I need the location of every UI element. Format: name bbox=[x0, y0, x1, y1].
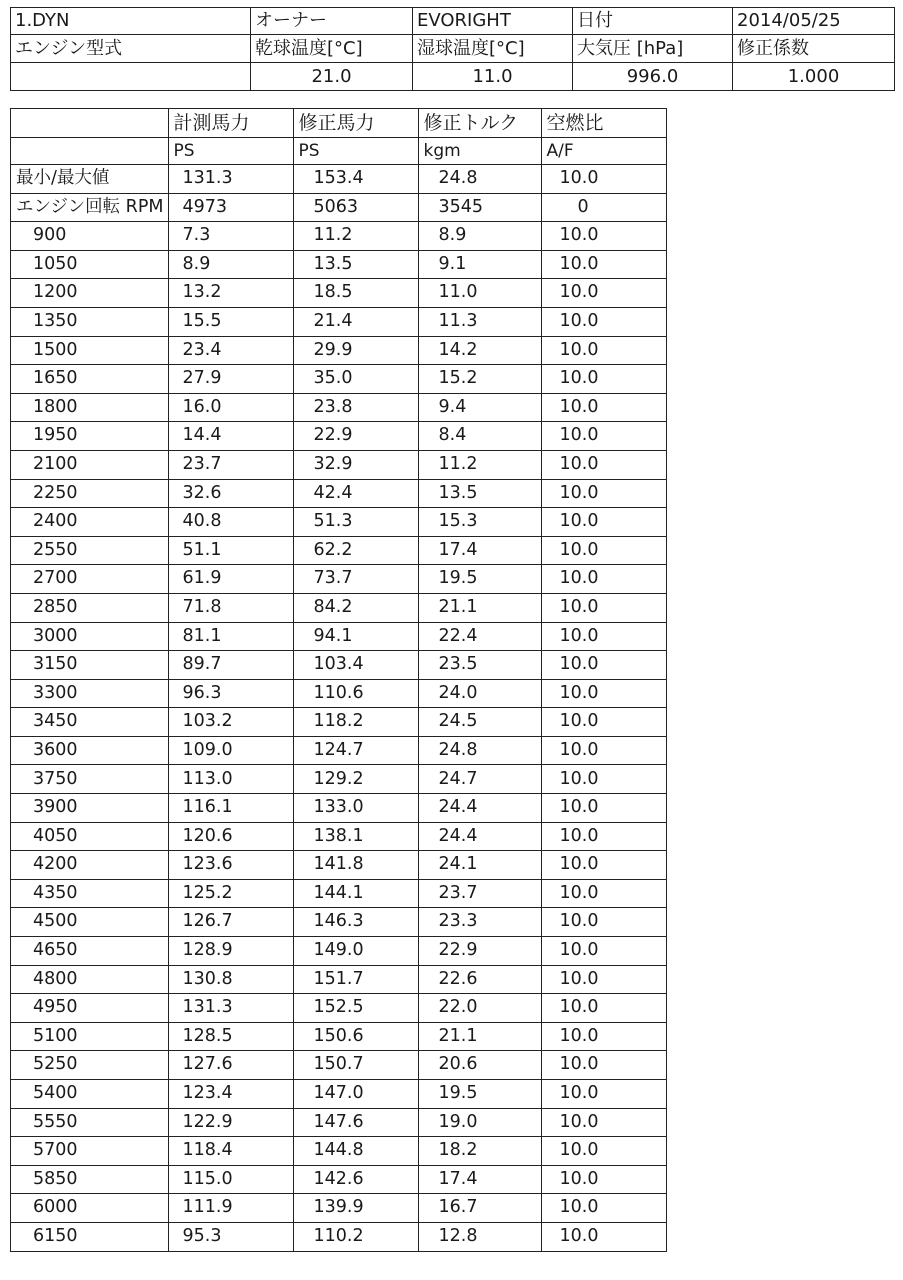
unit-air-fuel-ratio: A/F bbox=[541, 138, 666, 165]
air-fuel-ratio-cell: 10.0 bbox=[541, 679, 666, 708]
rpm-cell: 5400 bbox=[11, 1080, 169, 1109]
engine-type-value bbox=[11, 63, 251, 91]
corrected-torque-cell: 16.7 bbox=[418, 1194, 541, 1223]
unit-corrected-torque: kgm bbox=[418, 138, 541, 165]
measured-power-cell: 16.0 bbox=[168, 393, 293, 422]
column-header-rpm bbox=[11, 109, 169, 138]
corrected-torque-cell: 11.0 bbox=[418, 279, 541, 308]
pressure-label: 大気圧 [hPa] bbox=[573, 35, 733, 63]
corrected-torque-cell: 21.1 bbox=[418, 1022, 541, 1051]
owner-value: EVORIGHT bbox=[413, 8, 573, 35]
corrected-torque-cell: 8.9 bbox=[418, 222, 541, 251]
rpm-cell: 900 bbox=[11, 222, 169, 251]
table-row bbox=[11, 1080, 667, 1109]
air-fuel-ratio-cell: 10.0 bbox=[541, 1222, 666, 1251]
table-row bbox=[11, 851, 667, 880]
measured-power-cell: 115.0 bbox=[168, 1165, 293, 1194]
corrected-power-cell: 21.4 bbox=[293, 307, 418, 336]
air-fuel-ratio-cell: 10.0 bbox=[541, 479, 666, 508]
corrected-torque-cell: 12.8 bbox=[418, 1222, 541, 1251]
corrected-power-cell: 150.6 bbox=[293, 1022, 418, 1051]
rpm-cell: 5850 bbox=[11, 1165, 169, 1194]
correction-factor-value: 1.000 bbox=[733, 63, 895, 91]
table-row bbox=[11, 1194, 667, 1223]
table-row bbox=[11, 651, 667, 680]
table-row bbox=[11, 708, 667, 737]
column-header-row bbox=[11, 109, 667, 138]
rpm-cell: 4200 bbox=[11, 851, 169, 880]
rpm-cell: 3900 bbox=[11, 794, 169, 823]
table-row bbox=[11, 622, 667, 651]
summary-value: 4973 bbox=[168, 193, 293, 222]
air-fuel-ratio-cell: 10.0 bbox=[541, 1022, 666, 1051]
corrected-torque-cell: 13.5 bbox=[418, 479, 541, 508]
corrected-power-cell: 147.6 bbox=[293, 1108, 418, 1137]
table-row bbox=[11, 422, 667, 451]
corrected-torque-cell: 19.5 bbox=[418, 1080, 541, 1109]
rpm-cell: 2100 bbox=[11, 450, 169, 479]
measured-power-cell: 51.1 bbox=[168, 536, 293, 565]
air-fuel-ratio-cell: 10.0 bbox=[541, 908, 666, 937]
rpm-cell: 3600 bbox=[11, 736, 169, 765]
summary-value: 10.0 bbox=[541, 165, 666, 194]
rpm-cell: 2250 bbox=[11, 479, 169, 508]
corrected-power-cell: 146.3 bbox=[293, 908, 418, 937]
summary-value: 24.8 bbox=[418, 165, 541, 194]
measured-power-cell: 23.7 bbox=[168, 450, 293, 479]
rpm-cell: 2400 bbox=[11, 508, 169, 537]
measured-power-cell: 118.4 bbox=[168, 1137, 293, 1166]
air-fuel-ratio-cell: 10.0 bbox=[541, 736, 666, 765]
corrected-torque-cell: 24.0 bbox=[418, 679, 541, 708]
summary-label: エンジン回転 RPM bbox=[11, 193, 169, 222]
rpm-cell: 6150 bbox=[11, 1222, 169, 1251]
measured-power-cell: 128.9 bbox=[168, 937, 293, 966]
dry-bulb-temp-label: 乾球温度[°C] bbox=[251, 35, 413, 63]
column-header-corrected-power: 修正馬力 bbox=[293, 109, 418, 138]
corrected-torque-cell: 22.9 bbox=[418, 937, 541, 966]
corrected-power-cell: 110.6 bbox=[293, 679, 418, 708]
corrected-power-cell: 149.0 bbox=[293, 937, 418, 966]
header-row-2 bbox=[11, 35, 895, 63]
air-fuel-ratio-cell: 10.0 bbox=[541, 307, 666, 336]
corrected-torque-cell: 23.5 bbox=[418, 651, 541, 680]
correction-factor-label: 修正係数 bbox=[733, 35, 895, 63]
measured-power-cell: 116.1 bbox=[168, 794, 293, 823]
corrected-torque-cell: 22.6 bbox=[418, 965, 541, 994]
table-row bbox=[11, 279, 667, 308]
measured-power-cell: 89.7 bbox=[168, 651, 293, 680]
rpm-cell: 2850 bbox=[11, 593, 169, 622]
measured-power-cell: 113.0 bbox=[168, 765, 293, 794]
measured-power-cell: 103.2 bbox=[168, 708, 293, 737]
corrected-torque-cell: 11.2 bbox=[418, 450, 541, 479]
rpm-cell: 5700 bbox=[11, 1137, 169, 1166]
summary-label: 最小/最大値 bbox=[11, 165, 169, 194]
air-fuel-ratio-cell: 10.0 bbox=[541, 851, 666, 880]
corrected-torque-cell: 20.6 bbox=[418, 1051, 541, 1080]
corrected-power-cell: 150.7 bbox=[293, 1051, 418, 1080]
air-fuel-ratio-cell: 10.0 bbox=[541, 365, 666, 394]
table-row bbox=[11, 994, 667, 1023]
date-label: 日付 bbox=[573, 8, 733, 35]
measured-power-cell: 131.3 bbox=[168, 994, 293, 1023]
measured-power-cell: 126.7 bbox=[168, 908, 293, 937]
owner-label: オーナー bbox=[251, 8, 413, 35]
corrected-power-cell: 51.3 bbox=[293, 508, 418, 537]
wet-bulb-temp-value: 11.0 bbox=[413, 63, 573, 91]
column-header-air-fuel-ratio: 空燃比 bbox=[541, 109, 666, 138]
record-id: 1.DYN bbox=[11, 8, 251, 35]
corrected-torque-cell: 24.5 bbox=[418, 708, 541, 737]
corrected-power-cell: 94.1 bbox=[293, 622, 418, 651]
measured-power-cell: 14.4 bbox=[168, 422, 293, 451]
air-fuel-ratio-cell: 10.0 bbox=[541, 879, 666, 908]
corrected-power-cell: 124.7 bbox=[293, 736, 418, 765]
rpm-cell: 4350 bbox=[11, 879, 169, 908]
measured-power-cell: 13.2 bbox=[168, 279, 293, 308]
corrected-power-cell: 147.0 bbox=[293, 1080, 418, 1109]
air-fuel-ratio-cell: 10.0 bbox=[541, 1165, 666, 1194]
table-row bbox=[11, 336, 667, 365]
table-row bbox=[11, 250, 667, 279]
air-fuel-ratio-cell: 10.0 bbox=[541, 1194, 666, 1223]
rpm-cell: 3750 bbox=[11, 765, 169, 794]
air-fuel-ratio-cell: 10.0 bbox=[541, 708, 666, 737]
corrected-power-cell: 142.6 bbox=[293, 1165, 418, 1194]
rpm-cell: 4650 bbox=[11, 937, 169, 966]
unit-measured-power: PS bbox=[168, 138, 293, 165]
corrected-torque-cell: 11.3 bbox=[418, 307, 541, 336]
corrected-power-cell: 13.5 bbox=[293, 250, 418, 279]
measured-power-cell: 95.3 bbox=[168, 1222, 293, 1251]
measured-power-cell: 32.6 bbox=[168, 479, 293, 508]
corrected-power-cell: 151.7 bbox=[293, 965, 418, 994]
table-row bbox=[11, 508, 667, 537]
rpm-cell: 5100 bbox=[11, 1022, 169, 1051]
engine-type-label: エンジン型式 bbox=[11, 35, 251, 63]
corrected-torque-cell: 19.5 bbox=[418, 565, 541, 594]
rpm-cell: 1650 bbox=[11, 365, 169, 394]
air-fuel-ratio-cell: 10.0 bbox=[541, 593, 666, 622]
corrected-torque-cell: 24.4 bbox=[418, 822, 541, 851]
corrected-power-cell: 29.9 bbox=[293, 336, 418, 365]
rpm-cell: 1950 bbox=[11, 422, 169, 451]
corrected-torque-cell: 15.2 bbox=[418, 365, 541, 394]
air-fuel-ratio-cell: 10.0 bbox=[541, 794, 666, 823]
table-row bbox=[11, 307, 667, 336]
corrected-power-cell: 103.4 bbox=[293, 651, 418, 680]
summary-value: 3545 bbox=[418, 193, 541, 222]
measured-power-cell: 40.8 bbox=[168, 508, 293, 537]
table-row bbox=[11, 908, 667, 937]
rpm-cell: 2550 bbox=[11, 536, 169, 565]
corrected-torque-cell: 15.3 bbox=[418, 508, 541, 537]
table-row bbox=[11, 822, 667, 851]
rpm-cell: 1800 bbox=[11, 393, 169, 422]
measured-power-cell: 15.5 bbox=[168, 307, 293, 336]
corrected-torque-cell: 8.4 bbox=[418, 422, 541, 451]
measured-power-cell: 111.9 bbox=[168, 1194, 293, 1223]
measured-power-cell: 96.3 bbox=[168, 679, 293, 708]
summary-value: 0 bbox=[541, 193, 666, 222]
measured-power-cell: 27.9 bbox=[168, 365, 293, 394]
rpm-cell: 4050 bbox=[11, 822, 169, 851]
table-row bbox=[11, 450, 667, 479]
corrected-power-cell: 129.2 bbox=[293, 765, 418, 794]
wet-bulb-temp-label: 湿球温度[°C] bbox=[413, 35, 573, 63]
table-row bbox=[11, 679, 667, 708]
corrected-power-cell: 144.8 bbox=[293, 1137, 418, 1166]
measured-power-cell: 23.4 bbox=[168, 336, 293, 365]
measured-power-cell: 120.6 bbox=[168, 822, 293, 851]
air-fuel-ratio-cell: 10.0 bbox=[541, 1137, 666, 1166]
corrected-torque-cell: 22.0 bbox=[418, 994, 541, 1023]
table-row bbox=[11, 765, 667, 794]
corrected-power-cell: 23.8 bbox=[293, 393, 418, 422]
table-row bbox=[11, 393, 667, 422]
rpm-cell: 5550 bbox=[11, 1108, 169, 1137]
rpm-cell: 3300 bbox=[11, 679, 169, 708]
table-row bbox=[11, 479, 667, 508]
air-fuel-ratio-cell: 10.0 bbox=[541, 222, 666, 251]
rpm-cell: 2700 bbox=[11, 565, 169, 594]
table-row bbox=[11, 536, 667, 565]
column-header-corrected-torque: 修正トルク bbox=[418, 109, 541, 138]
air-fuel-ratio-cell: 10.0 bbox=[541, 536, 666, 565]
summary-value: 153.4 bbox=[293, 165, 418, 194]
table-row bbox=[11, 794, 667, 823]
corrected-torque-cell: 24.8 bbox=[418, 736, 541, 765]
air-fuel-ratio-cell: 10.0 bbox=[541, 250, 666, 279]
corrected-torque-cell: 24.1 bbox=[418, 851, 541, 880]
corrected-power-cell: 141.8 bbox=[293, 851, 418, 880]
summary-value: 131.3 bbox=[168, 165, 293, 194]
dyno-results-table bbox=[10, 108, 667, 1252]
rpm-cell: 3150 bbox=[11, 651, 169, 680]
corrected-power-cell: 144.1 bbox=[293, 879, 418, 908]
table-row bbox=[11, 365, 667, 394]
air-fuel-ratio-cell: 10.0 bbox=[541, 994, 666, 1023]
table-row bbox=[11, 937, 667, 966]
table-row bbox=[11, 1108, 667, 1137]
rpm-cell: 1500 bbox=[11, 336, 169, 365]
corrected-torque-cell: 9.1 bbox=[418, 250, 541, 279]
air-fuel-ratio-cell: 10.0 bbox=[541, 622, 666, 651]
air-fuel-ratio-cell: 10.0 bbox=[541, 279, 666, 308]
measured-power-cell: 128.5 bbox=[168, 1022, 293, 1051]
rpm-cell: 1200 bbox=[11, 279, 169, 308]
corrected-torque-cell: 21.1 bbox=[418, 593, 541, 622]
table-row bbox=[11, 1137, 667, 1166]
air-fuel-ratio-cell: 10.0 bbox=[541, 651, 666, 680]
table-row bbox=[11, 593, 667, 622]
measured-power-cell: 122.9 bbox=[168, 1108, 293, 1137]
corrected-torque-cell: 22.4 bbox=[418, 622, 541, 651]
corrected-power-cell: 32.9 bbox=[293, 450, 418, 479]
corrected-torque-cell: 14.2 bbox=[418, 336, 541, 365]
corrected-power-cell: 110.2 bbox=[293, 1222, 418, 1251]
corrected-torque-cell: 24.7 bbox=[418, 765, 541, 794]
date-value: 2014/05/25 bbox=[733, 8, 895, 35]
air-fuel-ratio-cell: 10.0 bbox=[541, 965, 666, 994]
corrected-power-cell: 73.7 bbox=[293, 565, 418, 594]
rpm-cell: 4500 bbox=[11, 908, 169, 937]
table-row bbox=[11, 879, 667, 908]
air-fuel-ratio-cell: 10.0 bbox=[541, 822, 666, 851]
info-header-table bbox=[10, 7, 895, 91]
rpm-cell: 1350 bbox=[11, 307, 169, 336]
summary-row-max bbox=[11, 165, 667, 194]
corrected-torque-cell: 17.4 bbox=[418, 1165, 541, 1194]
corrected-torque-cell: 9.4 bbox=[418, 393, 541, 422]
rpm-cell: 4950 bbox=[11, 994, 169, 1023]
corrected-torque-cell: 23.3 bbox=[418, 908, 541, 937]
air-fuel-ratio-cell: 10.0 bbox=[541, 508, 666, 537]
corrected-power-cell: 62.2 bbox=[293, 536, 418, 565]
air-fuel-ratio-cell: 10.0 bbox=[541, 937, 666, 966]
dry-bulb-temp-value: 21.0 bbox=[251, 63, 413, 91]
table-row bbox=[11, 1051, 667, 1080]
corrected-power-cell: 18.5 bbox=[293, 279, 418, 308]
corrected-power-cell: 139.9 bbox=[293, 1194, 418, 1223]
unit-rpm bbox=[11, 138, 169, 165]
air-fuel-ratio-cell: 10.0 bbox=[541, 1108, 666, 1137]
corrected-torque-cell: 19.0 bbox=[418, 1108, 541, 1137]
measured-power-cell: 61.9 bbox=[168, 565, 293, 594]
rpm-cell: 1050 bbox=[11, 250, 169, 279]
corrected-torque-cell: 23.7 bbox=[418, 879, 541, 908]
corrected-power-cell: 152.5 bbox=[293, 994, 418, 1023]
measured-power-cell: 81.1 bbox=[168, 622, 293, 651]
measured-power-cell: 130.8 bbox=[168, 965, 293, 994]
air-fuel-ratio-cell: 10.0 bbox=[541, 393, 666, 422]
corrected-power-cell: 138.1 bbox=[293, 822, 418, 851]
rpm-cell: 5250 bbox=[11, 1051, 169, 1080]
corrected-power-cell: 133.0 bbox=[293, 794, 418, 823]
air-fuel-ratio-cell: 10.0 bbox=[541, 422, 666, 451]
table-row bbox=[11, 965, 667, 994]
summary-row-rpm bbox=[11, 193, 667, 222]
rpm-cell: 6000 bbox=[11, 1194, 169, 1223]
rpm-cell: 3000 bbox=[11, 622, 169, 651]
table-row bbox=[11, 565, 667, 594]
measured-power-cell: 8.9 bbox=[168, 250, 293, 279]
measured-power-cell: 127.6 bbox=[168, 1051, 293, 1080]
air-fuel-ratio-cell: 10.0 bbox=[541, 765, 666, 794]
table-row bbox=[11, 222, 667, 251]
data-rows bbox=[11, 222, 667, 1251]
measured-power-cell: 7.3 bbox=[168, 222, 293, 251]
column-header-measured-power: 計測馬力 bbox=[168, 109, 293, 138]
header-row-1 bbox=[11, 8, 895, 35]
table-row bbox=[11, 1022, 667, 1051]
measured-power-cell: 109.0 bbox=[168, 736, 293, 765]
air-fuel-ratio-cell: 10.0 bbox=[541, 1051, 666, 1080]
pressure-value: 996.0 bbox=[573, 63, 733, 91]
corrected-power-cell: 84.2 bbox=[293, 593, 418, 622]
corrected-power-cell: 22.9 bbox=[293, 422, 418, 451]
rpm-cell: 3450 bbox=[11, 708, 169, 737]
measured-power-cell: 125.2 bbox=[168, 879, 293, 908]
corrected-torque-cell: 17.4 bbox=[418, 536, 541, 565]
air-fuel-ratio-cell: 10.0 bbox=[541, 336, 666, 365]
table-row bbox=[11, 1165, 667, 1194]
corrected-torque-cell: 18.2 bbox=[418, 1137, 541, 1166]
table-row bbox=[11, 1222, 667, 1251]
air-fuel-ratio-cell: 10.0 bbox=[541, 450, 666, 479]
header-row-3 bbox=[11, 63, 895, 91]
measured-power-cell: 123.6 bbox=[168, 851, 293, 880]
summary-value: 5063 bbox=[293, 193, 418, 222]
unit-corrected-power: PS bbox=[293, 138, 418, 165]
air-fuel-ratio-cell: 10.0 bbox=[541, 1080, 666, 1109]
corrected-torque-cell: 24.4 bbox=[418, 794, 541, 823]
table-row bbox=[11, 736, 667, 765]
rpm-cell: 4800 bbox=[11, 965, 169, 994]
unit-row bbox=[11, 138, 667, 165]
corrected-power-cell: 35.0 bbox=[293, 365, 418, 394]
measured-power-cell: 123.4 bbox=[168, 1080, 293, 1109]
measured-power-cell: 71.8 bbox=[168, 593, 293, 622]
corrected-power-cell: 118.2 bbox=[293, 708, 418, 737]
corrected-power-cell: 11.2 bbox=[293, 222, 418, 251]
corrected-power-cell: 42.4 bbox=[293, 479, 418, 508]
air-fuel-ratio-cell: 10.0 bbox=[541, 565, 666, 594]
